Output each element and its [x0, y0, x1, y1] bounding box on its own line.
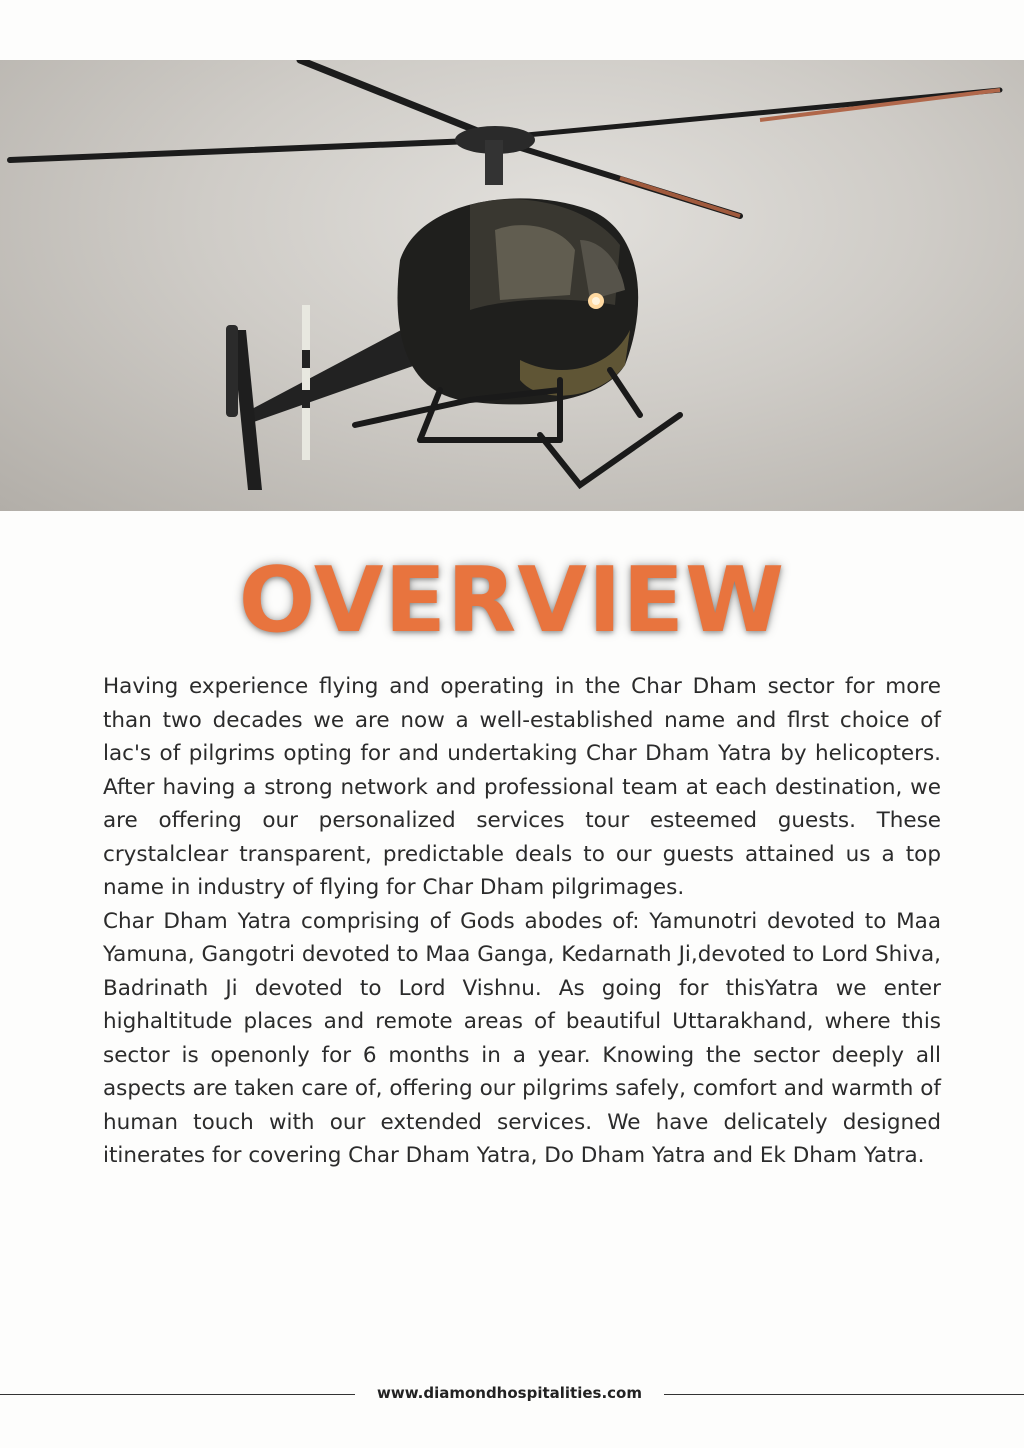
website-link[interactable]: www.diamondhospitalities.com [377, 1384, 642, 1402]
overview-body [103, 670, 941, 1173]
footer-divider-right [664, 1394, 1024, 1395]
paragraph: Char Dham Yatra comprising of Gods abodes of: Yamunotri devoted to Maa Yamuna, Gangotri devoted to Maa Ganga, Kedarnath Ji,devoted to Lord Shiva, Badrinath Ji devoted to Lord Vishnu. As going for thisYatra we enter highaltitude places and remote areas of beautiful Uttarakhand, where this sector is openonly for 6 months in a year. Knowing the sector deeply all aspects are taken care of, offering our pilgrims safely, comfort and warmth of human touch with our extended services. We have delicately designed itinerates for covering Char Dham Yatra, Do Dham Yatra and Ek Dham Yatra. [103, 908, 941, 1168]
paragraph: Having experience flying and operating in the Char Dham sector for more than two decades we are now a well-established name and flrst choice of lac's of pilgrims opting for and undertaking Char Dham Yatra by helicopters. After having a strong network and professional team at each destination, we are offering our personalized services tour esteemed guests. These crystalclear transparent, predictable deals to our guests attained us a top name in industry of flying for Char Dham pilgrimages. [103, 674, 941, 900]
footer [0, 1380, 1024, 1408]
page-title: OVERVIEW [238, 548, 786, 653]
hero-helicopter-image [0, 60, 1024, 511]
footer-divider-left [0, 1394, 355, 1395]
helicopter-illustration [0, 60, 1024, 511]
